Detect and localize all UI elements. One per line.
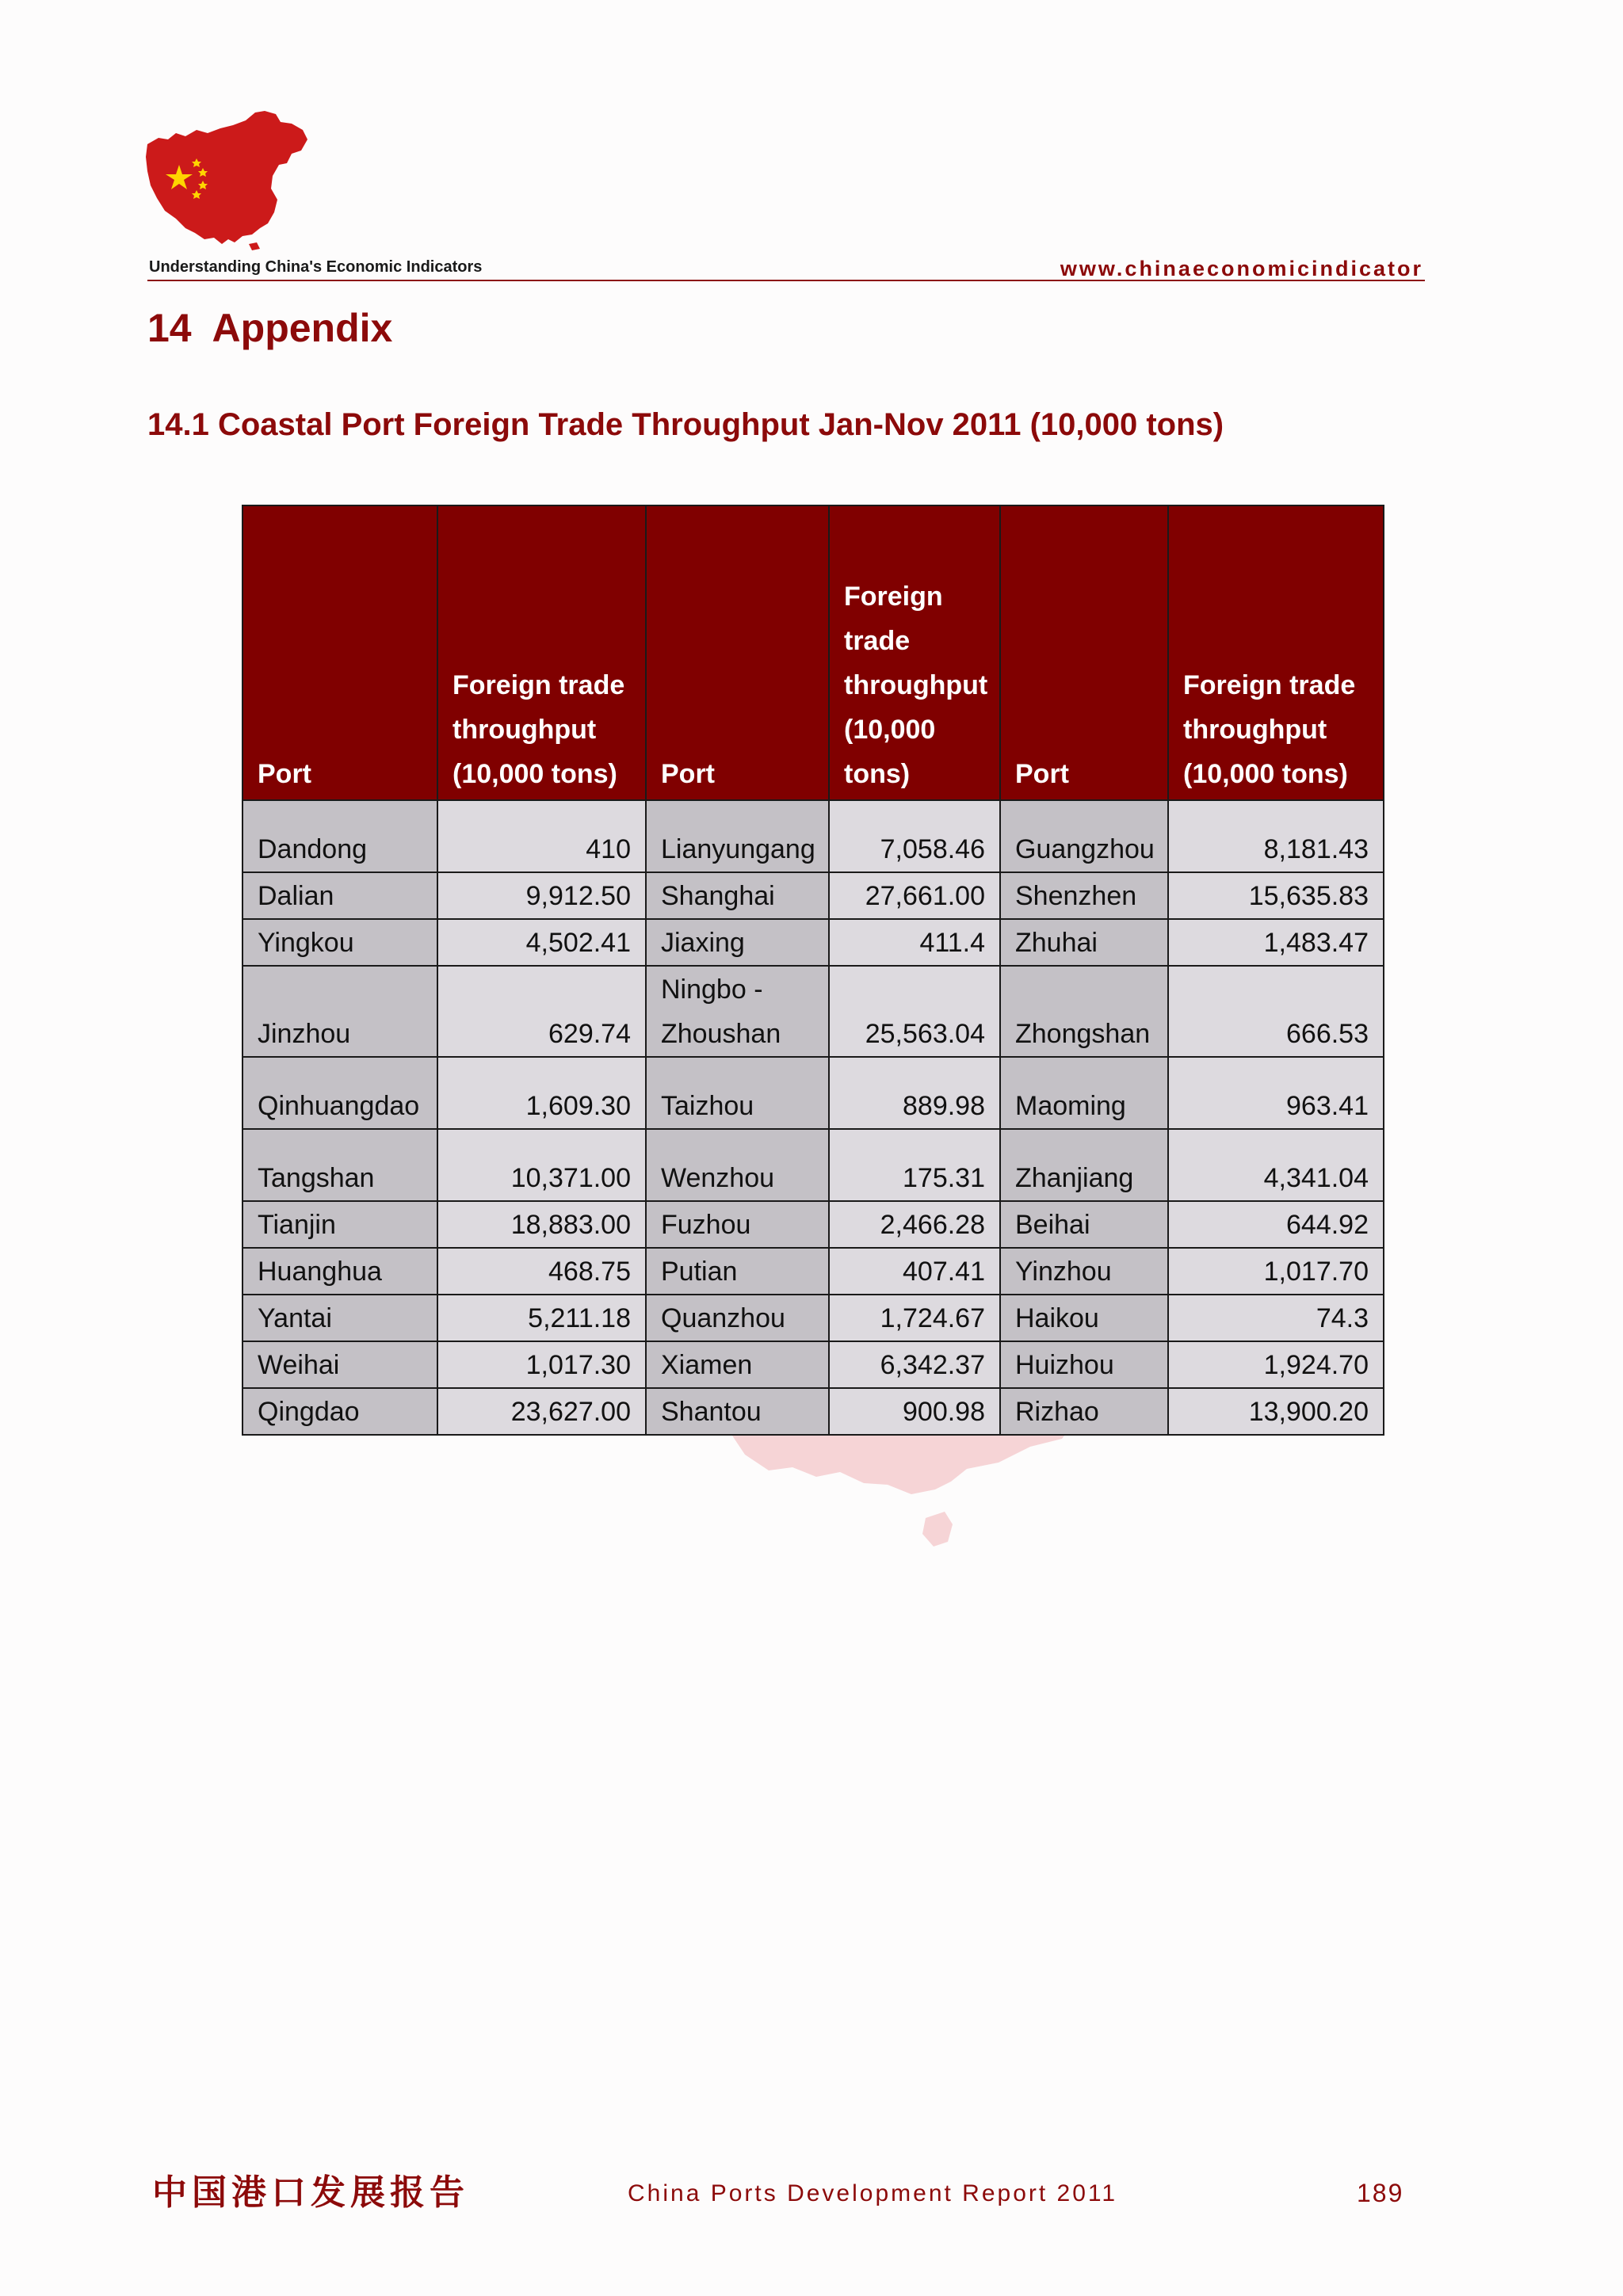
table-row [242, 872, 1384, 919]
footer-report-title: China Ports Development Report 2011 [628, 2180, 1118, 2206]
port-name-cell: Maoming [1000, 1057, 1168, 1129]
port-name-cell: Fuzhou [646, 1201, 829, 1248]
column-header-throughput: Foreign trade throughput (10,000 tons) [1168, 505, 1384, 800]
table-row [242, 1388, 1384, 1435]
port-name-cell: Tangshan [242, 1129, 437, 1201]
throughput-cell: 23,627.00 [437, 1388, 646, 1435]
port-name-cell: Beihai [1000, 1201, 1168, 1248]
port-name-cell: Zhanjiang [1000, 1129, 1168, 1201]
throughput-cell: 889.98 [829, 1057, 1000, 1129]
section-subtitle: 14.1 Coastal Port Foreign Trade Throughput Jan-Nov 2011 (10,000 tons) [147, 407, 1224, 442]
port-name-cell: Xiamen [646, 1341, 829, 1388]
port-name-cell: Wenzhou [646, 1129, 829, 1201]
throughput-cell: 410 [437, 800, 646, 872]
table-row [242, 1057, 1384, 1129]
table-row [242, 1248, 1384, 1295]
throughput-cell: 1,609.30 [437, 1057, 646, 1129]
header-url[interactable]: www.chinaeconomicindicator [1060, 257, 1423, 280]
throughput-cell: 7,058.46 [829, 800, 1000, 872]
port-name-cell: Guangzhou [1000, 800, 1168, 872]
throughput-cell: 666.53 [1168, 966, 1384, 1057]
table-header-row [242, 505, 1384, 800]
port-name-cell: Yantai [242, 1295, 437, 1341]
throughput-cell: 27,661.00 [829, 872, 1000, 919]
throughput-cell: 25,563.04 [829, 966, 1000, 1057]
port-name-cell: Quanzhou [646, 1295, 829, 1341]
port-name-cell: Huanghua [242, 1248, 437, 1295]
throughput-cell: 963.41 [1168, 1057, 1384, 1129]
port-name-cell: Yinzhou [1000, 1248, 1168, 1295]
port-name-cell: Jinzhou [242, 966, 437, 1057]
throughput-cell: 10,371.00 [437, 1129, 646, 1201]
port-name-cell: Rizhao [1000, 1388, 1168, 1435]
throughput-cell: 5,211.18 [437, 1295, 646, 1341]
throughput-cell: 411.4 [829, 919, 1000, 966]
port-name-cell: Tianjin [242, 1201, 437, 1248]
port-name-cell: Shenzhen [1000, 872, 1168, 919]
throughput-cell: 15,635.83 [1168, 872, 1384, 919]
column-header-port: Port [1000, 505, 1168, 800]
port-name-cell: Shantou [646, 1388, 829, 1435]
throughput-cell: 74.3 [1168, 1295, 1384, 1341]
port-name-cell: Lianyungang [646, 800, 829, 872]
table-row [242, 919, 1384, 966]
footer-chinese-title-text: 中国港口发展报告 [152, 2172, 469, 2212]
table-row [242, 1201, 1384, 1248]
port-name-cell: Qinhuangdao [242, 1057, 437, 1129]
table-row [242, 966, 1384, 1057]
port-name-cell: Haikou [1000, 1295, 1168, 1341]
port-name-cell: Taizhou [646, 1057, 829, 1129]
port-name-cell: Jiaxing [646, 919, 829, 966]
throughput-cell: 1,017.30 [437, 1341, 646, 1388]
port-name-cell: Shanghai [646, 872, 829, 919]
throughput-cell: 1,924.70 [1168, 1341, 1384, 1388]
column-header-port: Port [242, 505, 437, 800]
column-header-port: Port [646, 505, 829, 800]
china-map-flag-logo [144, 109, 309, 250]
column-header-throughput: Foreign trade throughput (10,000 tons) [829, 505, 1000, 800]
throughput-cell: 4,502.41 [437, 919, 646, 966]
table-row [242, 1129, 1384, 1201]
throughput-cell: 629.74 [437, 966, 646, 1057]
port-name-cell: Putian [646, 1248, 829, 1295]
port-name-cell: Zhuhai [1000, 919, 1168, 966]
throughput-cell: 6,342.37 [829, 1341, 1000, 1388]
port-name-cell: Qingdao [242, 1388, 437, 1435]
throughput-cell: 8,181.43 [1168, 800, 1384, 872]
throughput-cell: 9,912.50 [437, 872, 646, 919]
page-number: 189 [1357, 2179, 1404, 2207]
throughput-cell: 468.75 [437, 1248, 646, 1295]
section-title: 14 Appendix [147, 306, 393, 350]
table-row [242, 1295, 1384, 1341]
throughput-cell: 900.98 [829, 1388, 1000, 1435]
port-name-cell: Yingkou [242, 919, 437, 966]
throughput-cell: 175.31 [829, 1129, 1000, 1201]
throughput-cell: 644.92 [1168, 1201, 1384, 1248]
throughput-cell: 2,466.28 [829, 1201, 1000, 1248]
header-divider [147, 280, 1425, 281]
footer-chinese-title [152, 2168, 485, 2212]
port-throughput-table [242, 505, 1384, 1436]
throughput-cell: 18,883.00 [437, 1201, 646, 1248]
column-header-throughput: Foreign trade throughput (10,000 tons) [437, 505, 646, 800]
throughput-cell: 13,900.20 [1168, 1388, 1384, 1435]
port-name-cell: Dalian [242, 872, 437, 919]
throughput-cell: 1,017.70 [1168, 1248, 1384, 1295]
throughput-cell: 1,724.67 [829, 1295, 1000, 1341]
port-name-cell: Dandong [242, 800, 437, 872]
port-name-cell: Ningbo - Zhoushan [646, 966, 829, 1057]
table-row [242, 800, 1384, 872]
throughput-cell: 4,341.04 [1168, 1129, 1384, 1201]
port-name-cell: Zhongshan [1000, 966, 1168, 1057]
throughput-cell: 1,483.47 [1168, 919, 1384, 966]
port-name-cell: Weihai [242, 1341, 437, 1388]
header-tagline: Understanding China's Economic Indicators [149, 258, 483, 276]
port-name-cell: Huizhou [1000, 1341, 1168, 1388]
table-row [242, 1341, 1384, 1388]
throughput-cell: 407.41 [829, 1248, 1000, 1295]
